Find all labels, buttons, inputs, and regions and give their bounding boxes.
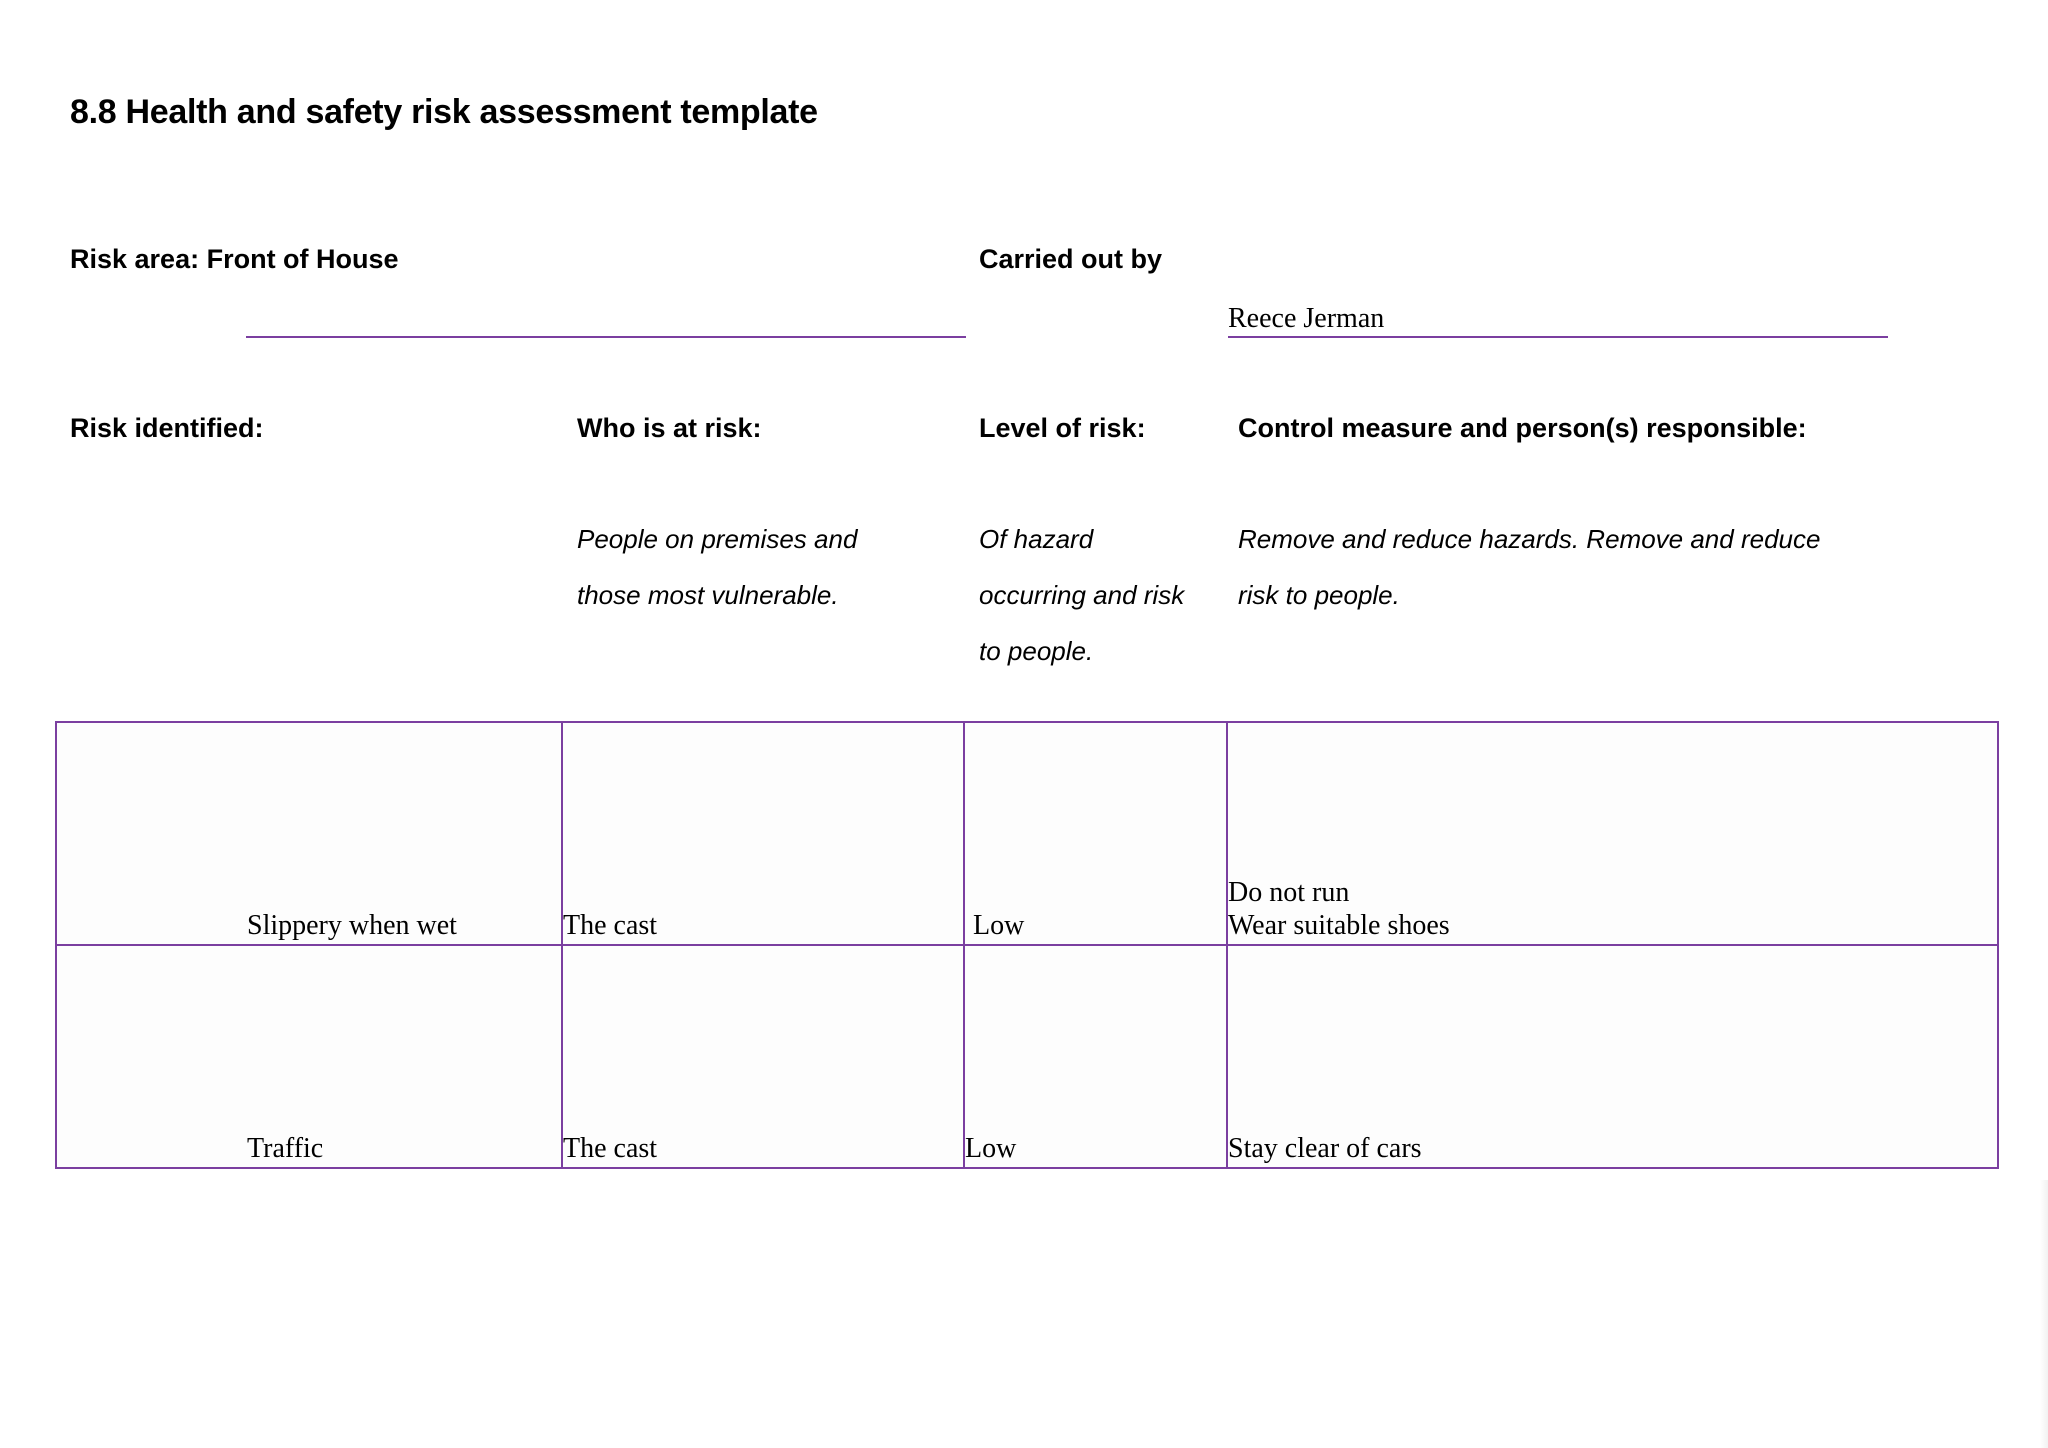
- who-cell[interactable]: [562, 722, 964, 945]
- risk-cell[interactable]: [56, 722, 562, 945]
- control-cell[interactable]: [1227, 722, 1998, 945]
- control-text-line1: Do not run: [1228, 877, 1350, 908]
- risk-assessment-table: [55, 721, 1999, 1169]
- risk-area-field-line[interactable]: [246, 336, 966, 338]
- control-text-line2: Wear suitable shoes: [1228, 910, 1450, 941]
- guidance-control-measure: Remove and reduce hazards. Remove and reduce risk to people.: [1238, 524, 1821, 610]
- guidance-level-of-risk: Of hazard occurring and risk to people.: [979, 524, 1185, 666]
- carried-out-by-field-line[interactable]: [1228, 336, 1888, 338]
- column-heading-level-of-risk: Level of risk:: [979, 413, 1146, 443]
- carried-out-by-value[interactable]: Reece Jerman: [1228, 303, 1385, 334]
- who-text: The cast: [563, 1133, 658, 1164]
- column-heading-who-at-risk: Who is at risk:: [577, 413, 762, 443]
- column-heading-control-measure: Control measure and person(s) responsible:: [1238, 413, 1807, 443]
- who-text: The cast: [563, 910, 658, 941]
- risk-area-label: Risk area: Front of House: [70, 244, 399, 274]
- page-edge-shadow: [2040, 1180, 2048, 1448]
- risk-text: Slippery when wet: [247, 910, 457, 941]
- risk-text: Traffic: [247, 1133, 324, 1164]
- risk-cell[interactable]: [56, 945, 562, 1168]
- carried-out-by-label: Carried out by: [979, 244, 1163, 274]
- guidance-who-at-risk: People on premises and those most vulnerable.: [577, 524, 858, 610]
- table-row: [56, 945, 1998, 1168]
- who-cell[interactable]: [562, 945, 964, 1168]
- level-text: Low: [965, 1133, 1017, 1164]
- page-title: 8.8 Health and safety risk assessment template: [70, 93, 818, 131]
- control-cell[interactable]: [1227, 945, 1998, 1168]
- level-cell[interactable]: [964, 945, 1227, 1168]
- level-cell[interactable]: [964, 722, 1227, 945]
- control-text-line2: Stay clear of cars: [1228, 1133, 1422, 1164]
- table-row: [56, 722, 1998, 945]
- column-heading-risk-identified: Risk identified:: [70, 413, 264, 443]
- level-text: Low: [973, 910, 1025, 941]
